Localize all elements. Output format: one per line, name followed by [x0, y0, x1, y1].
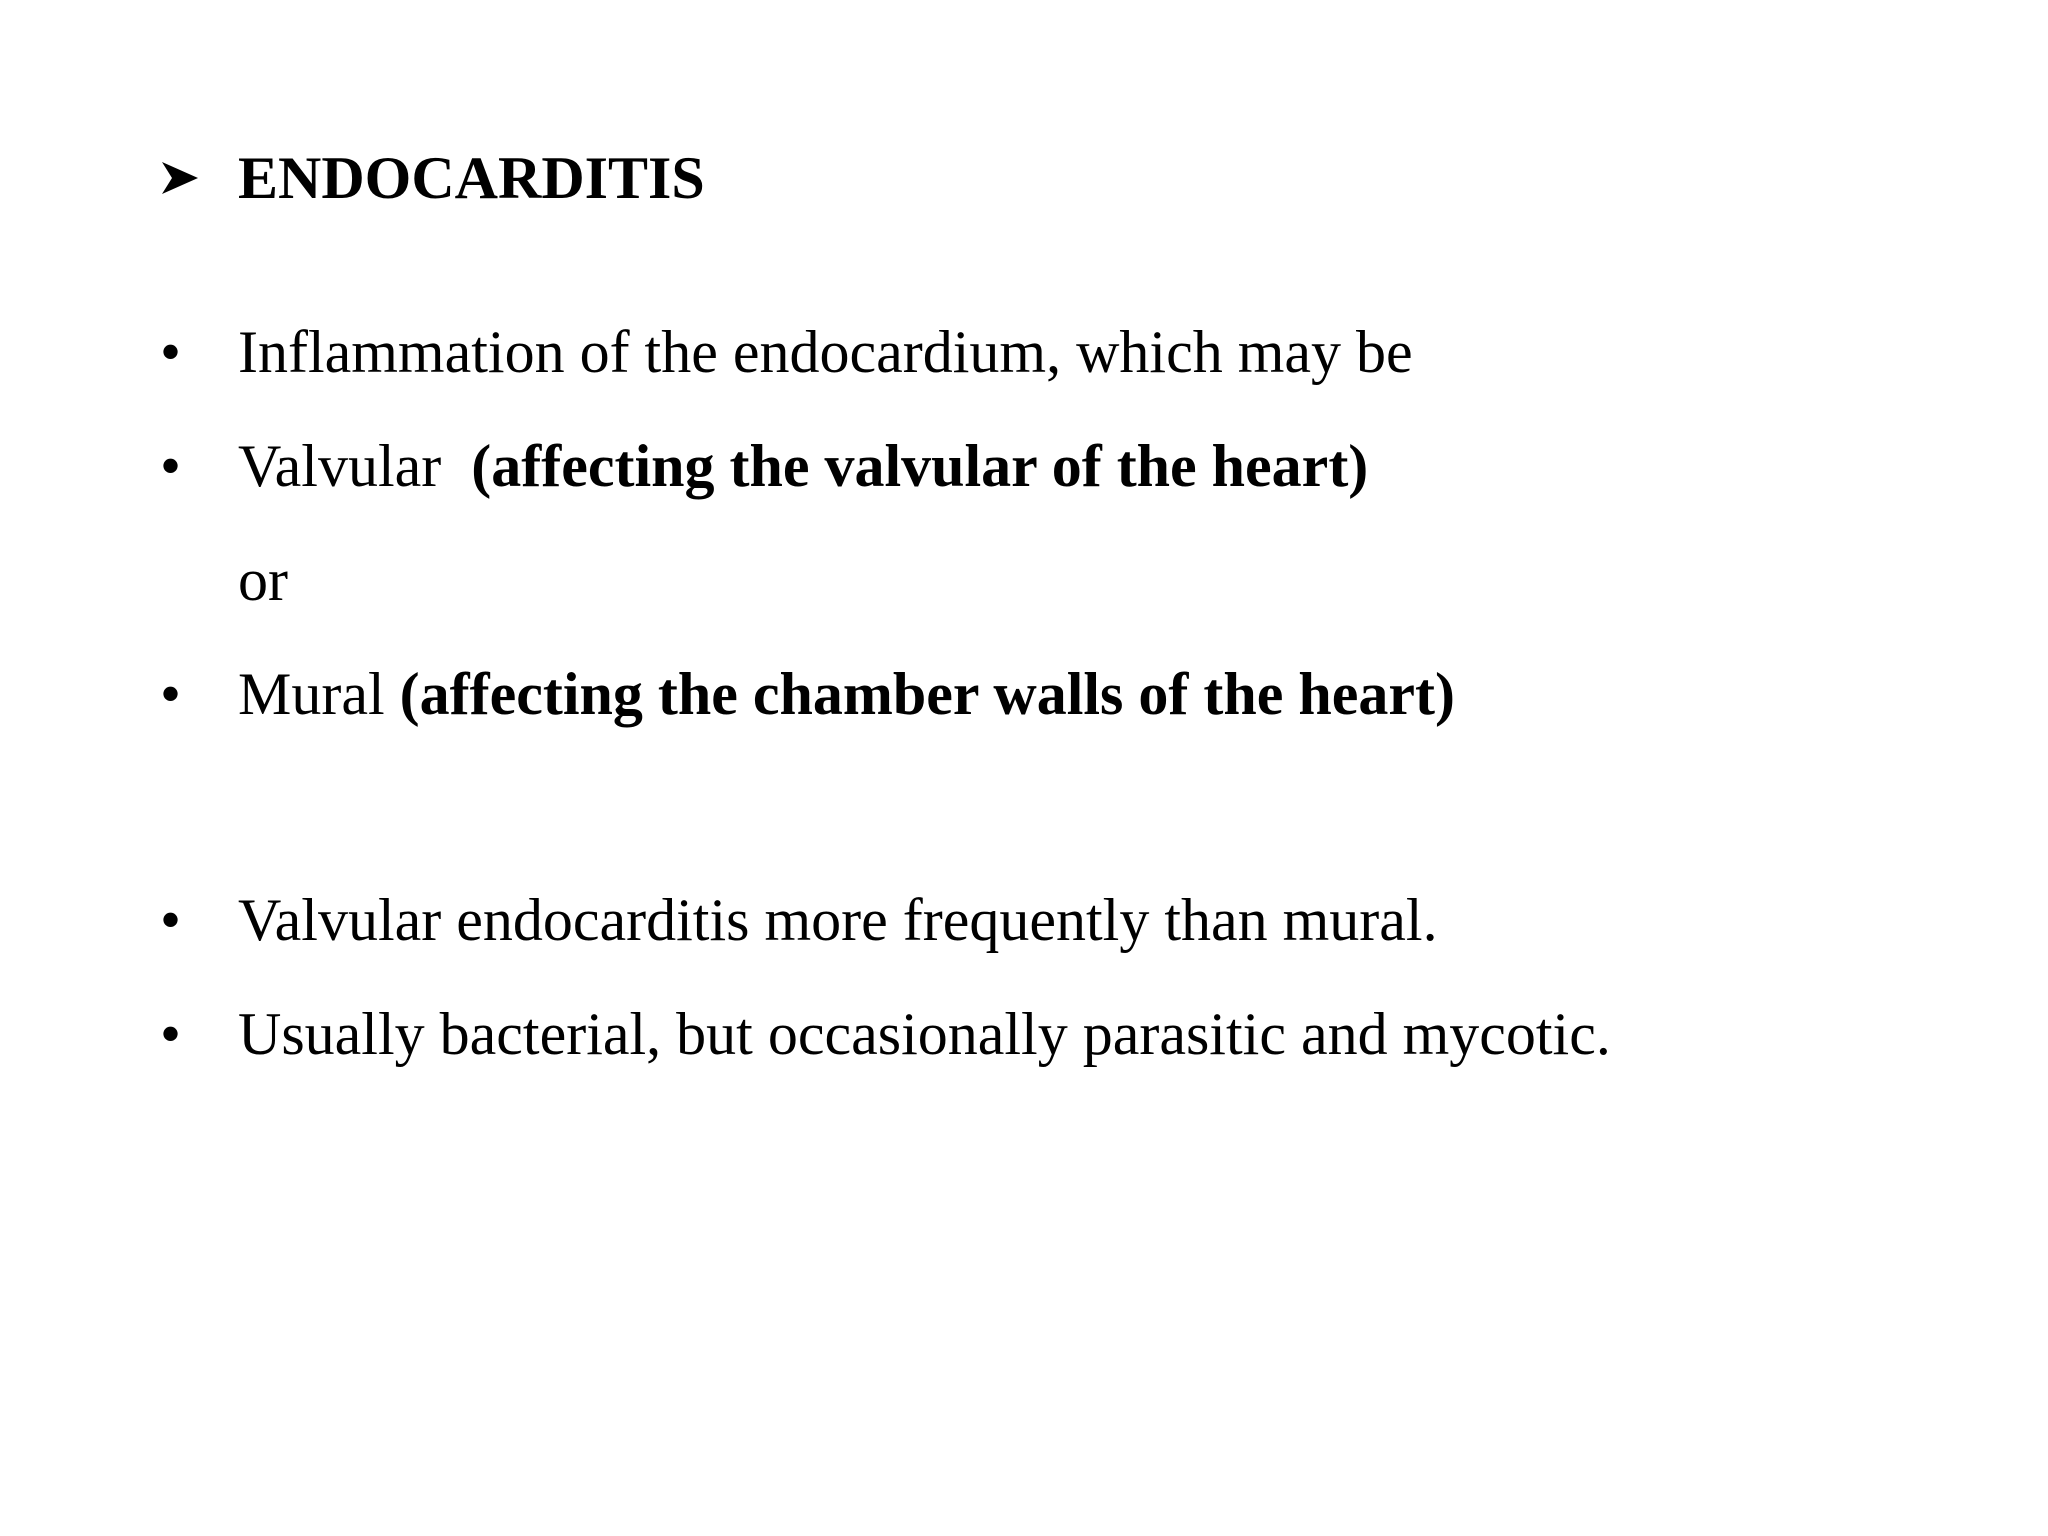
bullet-dot: • [160, 319, 182, 385]
bullet-text [238, 654, 1455, 734]
title-row [160, 138, 705, 218]
connector-text: or [238, 547, 288, 613]
bullet-text [238, 312, 1413, 392]
slide-title: ENDOCARDITIS [238, 145, 705, 211]
bullet-text [238, 994, 1611, 1074]
bullet-text [238, 880, 1438, 960]
bullet-text-normal: Mural [238, 661, 400, 727]
bullet-text-normal: Valvular endocarditis more frequently than mural. [238, 887, 1438, 953]
bullet-text-bold: (affecting the valvular of the heart) [471, 433, 1369, 499]
bullet-text-normal: Inflammation of the endocardium, which may be [238, 319, 1413, 385]
bullet-dot: • [160, 433, 182, 499]
bullet-dot: • [160, 887, 182, 953]
bullet-text-bold: (affecting the chamber walls of the heart) [399, 661, 1455, 727]
bullet-text [238, 426, 1368, 506]
bullet-text-normal: Valvular [238, 433, 472, 499]
bullet-dot: • [160, 661, 182, 727]
bullet-dot: • [160, 1001, 182, 1067]
arrowhead-bullet-icon [160, 158, 200, 198]
bullet-text-normal: Usually bacterial, but occasionally parasitic and mycotic. [238, 1001, 1611, 1067]
